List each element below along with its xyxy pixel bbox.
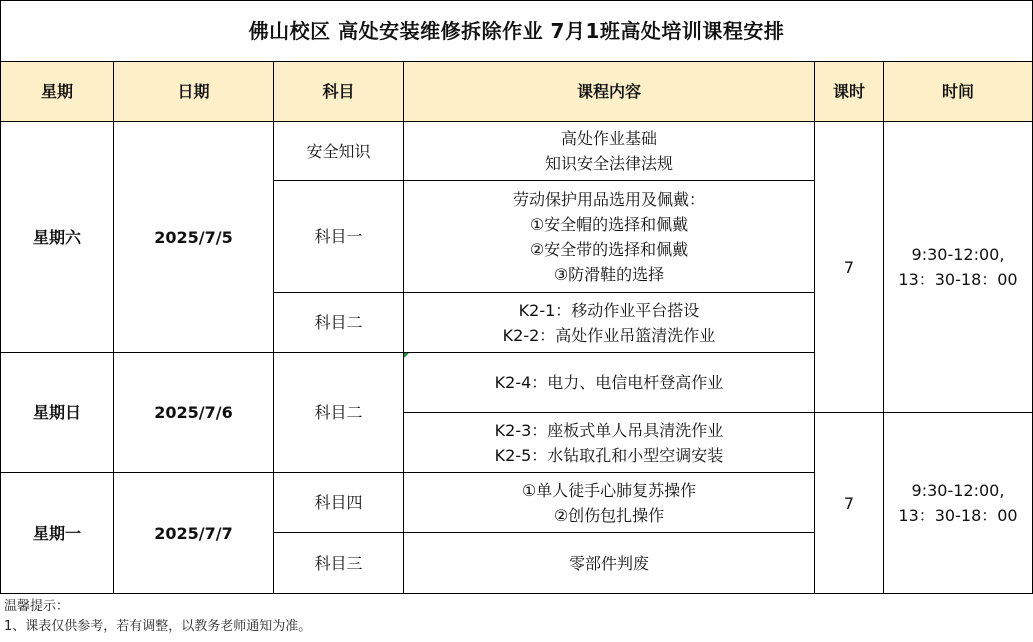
table-title-text: 佛山校区 高处安装维修拆除作业 7月1班高处培训课程安排	[248, 18, 785, 43]
hours-cell: 7	[815, 122, 884, 413]
content-line: K2-5：水钻取孔和小型空调安装	[494, 445, 724, 465]
notes	[4, 597, 311, 637]
time-cell	[884, 413, 1033, 594]
content-line: 零部件判废	[568, 553, 649, 573]
content-cell	[404, 293, 815, 353]
subject-cell: 科目一	[274, 181, 404, 293]
subject-cell: 科目二	[274, 293, 404, 353]
content-line: ②创伤包扎操作	[553, 505, 665, 525]
time-line: 13：30-18：00	[898, 506, 1018, 525]
content-line: K2-3：座板式单人吊具清洗作业	[494, 420, 724, 440]
header-hours: 课时	[815, 62, 884, 122]
content-line: ①单人徒手心肺复苏操作	[521, 480, 697, 500]
content-line: 劳动保护用品选用及佩戴：	[512, 189, 705, 209]
notes-title: 温馨提示：	[4, 599, 70, 614]
content-cell	[404, 181, 815, 293]
header-date: 日期	[114, 62, 274, 122]
notes-line: 1、课表仅供参考，若有调整，以教务老师通知为准。	[4, 619, 312, 634]
date-cell: 2025/7/5	[114, 122, 274, 353]
content-line: ①安全帽的选择和佩戴	[529, 214, 689, 234]
content-cell	[404, 473, 815, 533]
content-line: ②安全带的选择和佩戴	[529, 239, 689, 259]
content-cell	[404, 353, 815, 413]
cell-comment-marker-icon	[404, 353, 409, 358]
content-line: K2-2：高处作业吊篮清洗作业	[502, 325, 716, 345]
subject-cell: 科目二	[274, 353, 404, 473]
date-cell: 2025/7/6	[114, 353, 274, 473]
weekday-cell: 星期六	[0, 122, 114, 353]
table-title	[0, 0, 1033, 62]
content-line: K2-1：移动作业平台搭设	[518, 300, 700, 320]
header-time: 时间	[884, 62, 1033, 122]
content-cell	[404, 533, 815, 594]
content-cell	[404, 413, 815, 473]
content-line: 知识安全法律法规	[544, 154, 673, 173]
header-content: 课程内容	[404, 62, 815, 122]
time-line: 9:30-12:00,	[911, 245, 1005, 264]
content-line: ③防滑鞋的选择	[553, 264, 665, 284]
weekday-cell: 星期一	[0, 473, 114, 594]
content-line: 高处作业基础	[560, 129, 657, 148]
content-line: K2-4：电力、电信电杆登高作业	[494, 373, 724, 392]
date-cell: 2025/7/7	[114, 473, 274, 594]
header-weekday: 星期	[0, 62, 114, 122]
time-cell	[884, 122, 1033, 413]
weekday-cell: 星期日	[0, 353, 114, 473]
subject-cell: 科目四	[274, 473, 404, 533]
header-subject: 科目	[274, 62, 404, 122]
time-line: 9:30-12:00,	[911, 481, 1005, 500]
hours-cell: 7	[815, 413, 884, 594]
time-line: 13：30-18：00	[898, 270, 1018, 289]
content-cell	[404, 122, 815, 181]
subject-cell: 安全知识	[274, 122, 404, 181]
subject-cell: 科目三	[274, 533, 404, 594]
